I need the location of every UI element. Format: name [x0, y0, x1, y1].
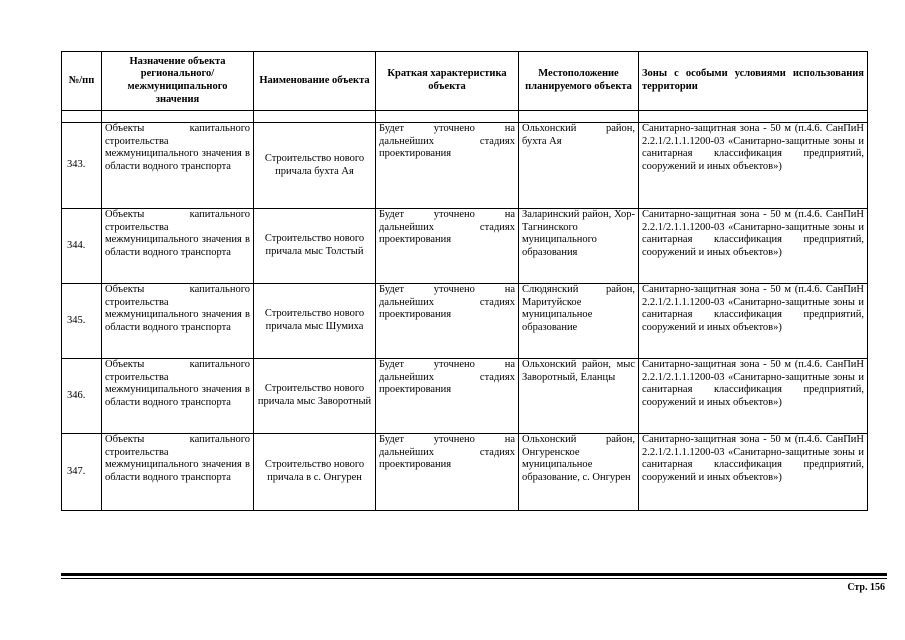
spacer-row: [62, 111, 868, 123]
row-name: Строительство нового причала бухта Ая: [254, 123, 376, 209]
row-desc: Будет уточнено на дальнейших стадиях проектирования: [376, 284, 519, 359]
header-name: Наименование объекта: [254, 52, 376, 111]
header-purpose: Назначение объекта регионального/ межмуниципального значения: [102, 52, 254, 111]
row-location: Ольхонский район, Онгуренское муниципальное образование, с. Онгурен: [519, 434, 639, 511]
row-num: 346.: [62, 359, 102, 434]
table-row: [62, 123, 868, 209]
row-desc: Будет уточнено на дальнейших стадиях проектирования: [376, 209, 519, 284]
row-purpose: Объекты капитального строительства межмуниципального значения в области водного транспорта: [102, 209, 254, 284]
footer-rule-thin: [61, 578, 887, 579]
table-row: [62, 359, 868, 434]
table-row: [62, 209, 868, 284]
row-zones: Санитарно-защитная зона - 50 м (п.4.6. СанПиН 2.2.1/2.1.1.1200-03 «Санитарно-защитные зоны и санитарная классификация предприятий, сооружений и иных объектов»): [639, 284, 868, 359]
row-location: Заларинский район, Хор-Тагнинского муниципального образования: [519, 209, 639, 284]
row-name: Строительство нового причала мыс Толстый: [254, 209, 376, 284]
row-num: 343.: [62, 123, 102, 209]
table-row: [62, 284, 868, 359]
row-desc: Будет уточнено на дальнейших стадиях проектирования: [376, 123, 519, 209]
row-name: Строительство нового причала мыс Шумиха: [254, 284, 376, 359]
page-number: Стр. 156: [847, 582, 885, 593]
row-zones: Санитарно-защитная зона - 50 м (п.4.6. СанПиН 2.2.1/2.1.1.1200-03 «Санитарно-защитные зоны и санитарная классификация предприятий, сооружений и иных объектов»): [639, 359, 868, 434]
row-name: Строительство нового причала мыс Заворотный: [254, 359, 376, 434]
objects-table: [61, 51, 868, 511]
table-row: [62, 434, 868, 511]
row-num: 344.: [62, 209, 102, 284]
row-num: 345.: [62, 284, 102, 359]
row-location: Ольхонский район, бухта Ая: [519, 123, 639, 209]
row-desc: Будет уточнено на дальнейших стадиях проектирования: [376, 434, 519, 511]
row-purpose: Объекты капитального строительства межмуниципального значения в области водного транспорта: [102, 123, 254, 209]
header-location: Местоположение планируемого объекта: [519, 52, 639, 111]
row-zones: Санитарно-защитная зона - 50 м (п.4.6. СанПиН 2.2.1/2.1.1.1200-03 «Санитарно-защитные зоны и санитарная классификация предприятий, сооружений и иных объектов»): [639, 434, 868, 511]
row-location: Слюдянский район, Маритуйское муниципальное образование: [519, 284, 639, 359]
row-name: Строительство нового причала в с. Онгурен: [254, 434, 376, 511]
header-num: №/пп: [62, 52, 102, 111]
row-zones: Санитарно-защитная зона - 50 м (п.4.6. СанПиН 2.2.1/2.1.1.1200-03 «Санитарно-защитные зоны и санитарная классификация предприятий, сооружений и иных объектов»): [639, 123, 868, 209]
row-location: Ольхонский район, мыс Заворотный, Еланцы: [519, 359, 639, 434]
header-desc: Краткая характеристика объекта: [376, 52, 519, 111]
row-zones: Санитарно-защитная зона - 50 м (п.4.6. СанПиН 2.2.1/2.1.1.1200-03 «Санитарно-защитные зоны и санитарная классификация предприятий, сооружений и иных объектов»): [639, 209, 868, 284]
row-num: 347.: [62, 434, 102, 511]
header-row: [62, 52, 868, 111]
header-zones: Зоны с особыми условиями использования территории: [639, 52, 868, 111]
row-desc: Будет уточнено на дальнейших стадиях проектирования: [376, 359, 519, 434]
row-purpose: Объекты капитального строительства межмуниципального значения в области водного транспорта: [102, 434, 254, 511]
footer-rule-thick: [61, 573, 887, 576]
row-purpose: Объекты капитального строительства межмуниципального значения в области водного транспорта: [102, 284, 254, 359]
row-purpose: Объекты капитального строительства межмуниципального значения в области водного транспорта: [102, 359, 254, 434]
